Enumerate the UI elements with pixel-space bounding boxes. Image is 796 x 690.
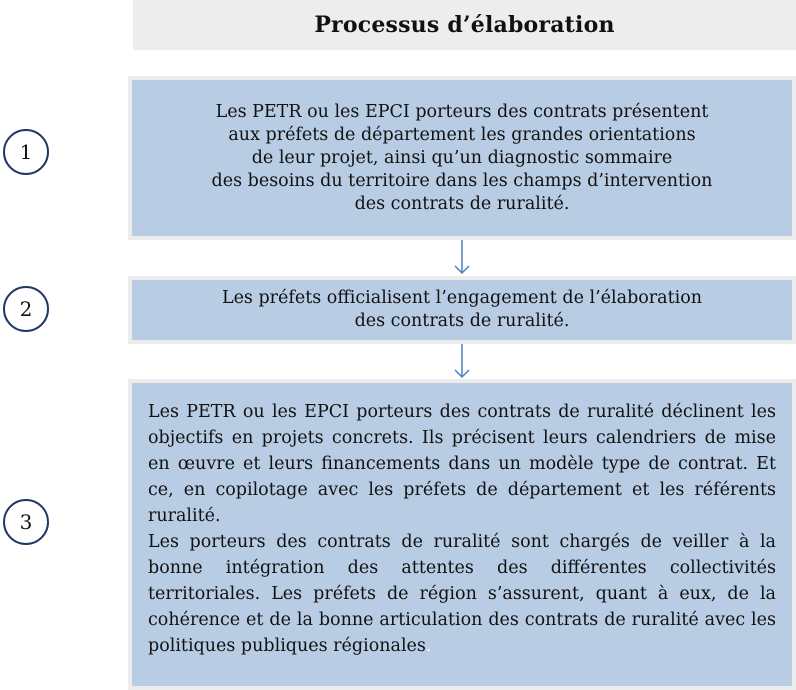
diagram-title-bar [133, 0, 796, 50]
step-box-1 [128, 76, 796, 240]
step-box-3 [128, 379, 796, 690]
step-3-paragraph-2-text: Les porteurs des contrats de ruralité sont chargés de veiller à la bonne intégration des attentes des différentes collectivités territoriales. Les préfets de région s’assurent, quant à eux, de la cohérence et de la bonne articulation des contrats de ruralité avec les politiques publiques régionales [148, 532, 776, 656]
step-3-paragraph-1: Les PETR ou les EPCI porteurs des contrats de ruralité déclinent les objectifs en projets concrets. Ils précisent leurs calendriers de mise en œuvre et leurs financements dans un modèle type de contrat. Et ce, en copilotage avec les préfets de département et les référents ruralité. [148, 402, 776, 526]
step-text-2: Les préfets officialisent l’engagement de l’élaboration des contrats de ruralité. [221, 288, 703, 331]
step-number-3 [3, 499, 49, 545]
step-number-1 [3, 129, 49, 175]
step-box-2 [128, 276, 796, 344]
step-number-3-label: 3 [19, 510, 33, 534]
step-3-paragraph-2 [148, 529, 776, 659]
step-number-2-label: 2 [19, 297, 33, 321]
step-number-1-label: 1 [19, 140, 33, 164]
step-text-1: Les PETR ou les EPCI porteurs des contrats présentent aux préfets de département les grandes orientations de leur projet, ainsi qu’un diagnostic sommaire des besoins du territoire dans les champs d’intervention des contrats de ruralité. [211, 101, 713, 214]
step-3-trailing-period: . [425, 636, 432, 656]
down-arrow-icon [452, 240, 472, 276]
step-number-2 [3, 286, 49, 332]
diagram-title: Processus d’élaboration [314, 12, 615, 38]
down-arrow-icon [452, 344, 472, 380]
